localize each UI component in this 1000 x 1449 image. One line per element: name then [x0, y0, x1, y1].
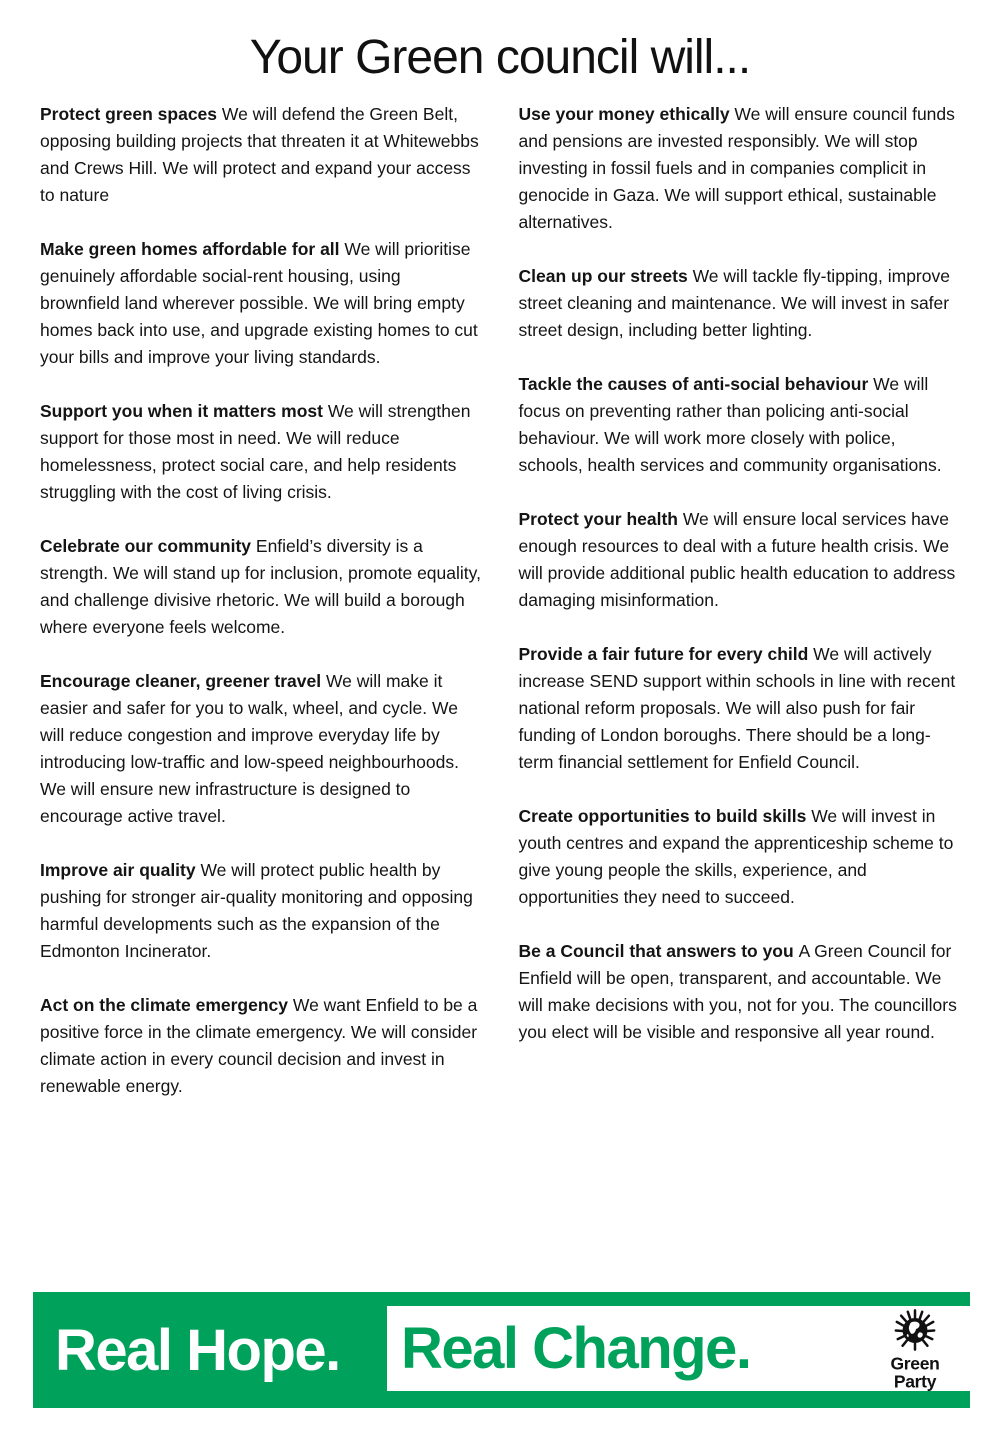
policy-item	[40, 101, 482, 209]
policy-body: We will prioritise genuinely affordable social-rent housing, using brownfield land wherever possible. We will bring empty homes back into use, and upgrade existing homes to cut your bills and improve your living standards.	[40, 239, 478, 367]
policy-heading: Celebrate our community	[40, 536, 256, 556]
left-column	[40, 101, 482, 1127]
policy-item	[519, 506, 961, 614]
policy-item	[40, 857, 482, 965]
policy-columns	[0, 101, 1000, 1127]
policy-heading: Support you when it matters most	[40, 401, 328, 421]
policy-heading: Tackle the causes of anti-social behaviour	[519, 374, 874, 394]
slogan-change-box	[387, 1306, 970, 1391]
policy-item	[40, 992, 482, 1100]
policy-item	[519, 371, 961, 479]
policy-item	[519, 263, 961, 344]
policy-body: We will make it easier and safer for you to walk, wheel, and cycle. We will reduce congestion and improve everyday life by introducing low-traffic and low-speed neighbourhoods. We will ensure new infrastructure is designed to encourage active travel.	[40, 671, 459, 826]
policy-heading: Be a Council that answers to you	[519, 941, 799, 961]
policy-heading: Protect your health	[519, 509, 683, 529]
policy-body: A Green Council for Enfield will be open, transparent, and accountable. We will make decisions with you, not for you. The councillors you elect will be visible and responsive all year round.	[519, 941, 957, 1042]
policy-body: We want Enfield to be a positive force in the climate emergency. We will consider climate action in every council decision and invest in renewable energy.	[40, 995, 477, 1096]
policy-heading: Act on the climate emergency	[40, 995, 293, 1015]
page-title: Your Green council will...	[0, 30, 1000, 85]
policy-heading: Create opportunities to build skills	[519, 806, 812, 826]
slogan-real-hope: Real Hope.	[55, 1292, 340, 1408]
policy-heading: Use your money ethically	[519, 104, 735, 124]
policy-heading: Improve air quality	[40, 860, 200, 880]
green-party-sunflower-globe-icon	[892, 1307, 938, 1353]
policy-item	[40, 533, 482, 641]
right-column	[519, 101, 961, 1127]
policy-item	[40, 398, 482, 506]
policy-body: Enfield’s diversity is a strength. We will stand up for inclusion, promote equality, and challenge divisive rhetoric. We will build a borough where everyone feels welcome.	[40, 536, 481, 637]
policy-body: We will strengthen support for those most in need. We will reduce homelessness, protect social care, and help residents struggling with the cost of living crisis.	[40, 401, 470, 502]
policy-body: We will protect public health by pushing for stronger air-quality monitoring and opposing harmful developments such as the expansion of the Edmonton Incinerator.	[40, 860, 473, 961]
policy-item	[519, 641, 961, 776]
policy-item	[519, 938, 961, 1046]
green-party-logo	[870, 1307, 960, 1390]
policy-heading: Make green homes affordable for all	[40, 239, 344, 259]
policy-heading: Clean up our streets	[519, 266, 693, 286]
policy-body: We will invest in youth centres and expand the apprenticeship scheme to give young people the skills, experience, and opportunities they need to succeed.	[519, 806, 954, 907]
policy-body: We will defend the Green Belt, opposing building projects that threaten it at Whitewebbs and Crews Hill. We will protect and expand your access to nature	[40, 104, 479, 205]
policy-heading: Protect green spaces	[40, 104, 222, 124]
policy-item	[519, 101, 961, 236]
policy-body: We will tackle fly-tipping, improve street cleaning and maintenance. We will invest in safer street design, including better lighting.	[519, 266, 950, 340]
policy-body: We will ensure local services have enough resources to deal with a future health crisis. We will provide additional public health education to address damaging misinformation.	[519, 509, 956, 610]
policy-item	[519, 803, 961, 911]
policy-heading: Encourage cleaner, greener travel	[40, 671, 326, 691]
footer-banner	[33, 1292, 970, 1408]
policy-body: We will ensure council funds and pensions are invested responsibly. We will stop investing in fossil fuels and in companies complicit in genocide in Gaza. We will support ethical, sustainable alternatives.	[519, 104, 955, 232]
policy-body: We will actively increase SEND support within schools in line with recent national reform proposals. We will also push for fair funding of London boroughs. There should be a long-term financial settlement for Enfield Council.	[519, 644, 956, 772]
policy-item	[40, 668, 482, 830]
policy-item	[40, 236, 482, 371]
policy-heading: Provide a fair future for every child	[519, 644, 814, 664]
policy-body: We will focus on preventing rather than policing anti-social behaviour. We will work more closely with police, schools, health services and community organisations.	[519, 374, 942, 475]
logo-text-party: Party	[870, 1372, 960, 1390]
logo-text-green: Green	[870, 1354, 960, 1372]
slogan-real-change: Real Change.	[387, 1315, 750, 1382]
